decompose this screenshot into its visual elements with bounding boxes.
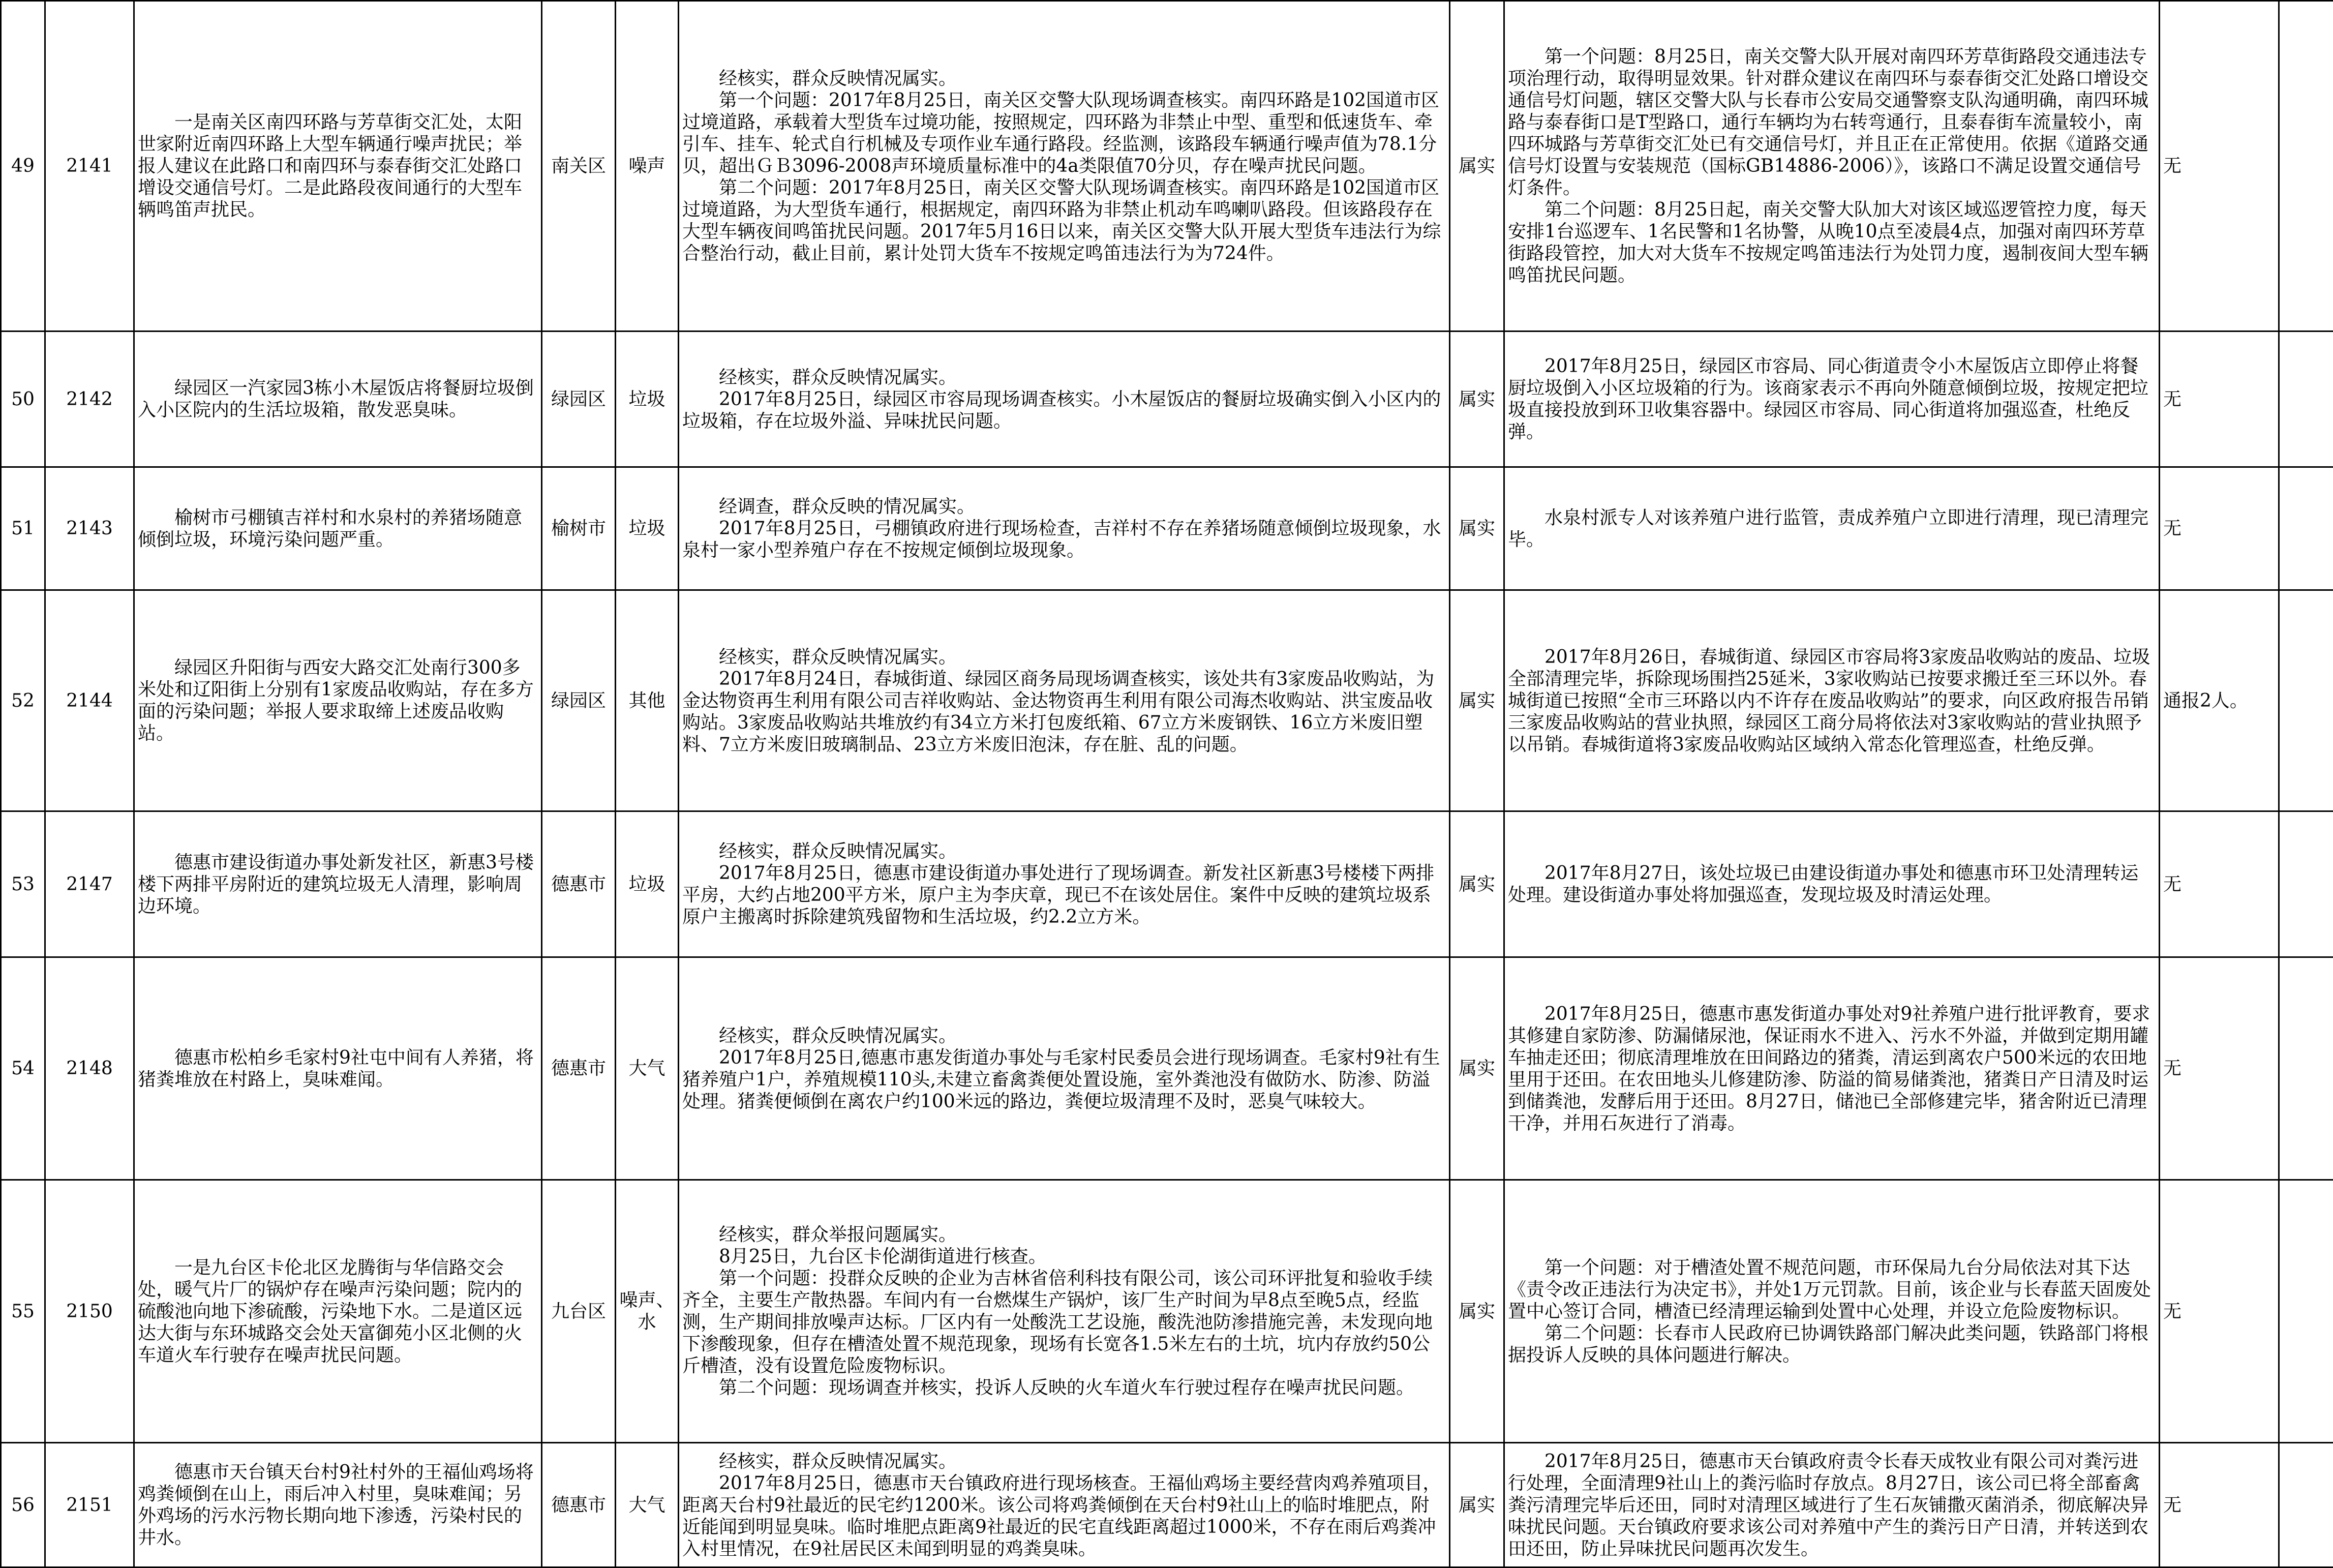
investigation-cell bbox=[679, 957, 1450, 1180]
investigation-cell bbox=[679, 467, 1450, 590]
investigation-cell-paragraph: 2017年8月25日，德惠市天台镇政府进行现场核查。王福仙鸡场主要经营肉鸡养殖项目，距离天台村9社最近的民宅约1200米。该公司将鸡粪倾倒在天台村9社山上的临时堆肥点，附近能闻到明显臭味。临时堆肥点距离9社最近的民宅直线距离超过1000米，不存在雨后鸡粪冲入村里情况，在9社居民区未闻到明显的鸡粪臭味。 bbox=[682, 1472, 1446, 1560]
row-index-cell: 52 bbox=[1, 590, 45, 811]
accountability-cell: 无 bbox=[2160, 1443, 2279, 1567]
table-row bbox=[1, 957, 2333, 1180]
complaint-content-cell-paragraph: 绿园区一汽家园3栋小木屋饭店将餐厨垃圾倒入小区院内的生活垃圾箱，散发恶臭味。 bbox=[138, 377, 538, 421]
verification-result-cell: 属实 bbox=[1450, 590, 1504, 811]
complaint-content-cell bbox=[134, 590, 542, 811]
district-cell: 榆树市 bbox=[542, 467, 616, 590]
case-number-cell: 2142 bbox=[45, 331, 134, 467]
pollution-type-cell: 噪声 bbox=[616, 1, 679, 331]
case-number-cell: 2144 bbox=[45, 590, 134, 811]
complaint-content-cell-paragraph: 一是南关区南四环路与芳草街交汇处，太阳世家附近南四环路上大型车辆通行噪声扰民；举报人建议在此路口和南四环与泰春街交汇处路口增设交通信号灯。二是此路段夜间通行的大型车辆鸣笛声扰民。 bbox=[138, 111, 538, 221]
pollution-type-cell: 其他 bbox=[616, 590, 679, 811]
remarks-cell bbox=[2279, 590, 2333, 811]
accountability-cell: 无 bbox=[2160, 811, 2279, 957]
remarks-cell bbox=[2279, 1, 2333, 331]
handling-cell-paragraph: 2017年8月27日，该处垃圾已由建设街道办事处和德惠市环卫处清理转运处理。建设街道办事处将加强巡查，发现垃圾及时清运处理。 bbox=[1508, 862, 2156, 906]
verification-result-cell: 属实 bbox=[1450, 1180, 1504, 1443]
remarks-cell bbox=[2279, 1180, 2333, 1443]
remarks-cell bbox=[2279, 957, 2333, 1180]
investigation-cell-paragraph: 第一个问题：2017年8月25日，南关区交警大队现场调查核实。南四环路是102国道市区过境道路，承载着大型货车过境功能，按照规定，四环路为非禁止中型、重型和低速货车、牵引车、挂车、轮式自行机械及专项作业车通行路段。经监测，该路段车辆通行噪声值为78.1分贝，超出ＧＢ3096-2008声环境质量标准中的4a类限值70分贝，存在噪声扰民问题。 bbox=[682, 89, 1446, 177]
handling-cell-paragraph: 第一个问题：对于槽渣处置不规范问题，市环保局九台分局依法对其下达《责令改正违法行为决定书》，并处1万元罚款。目前，该企业与长春蓝天固废处置中心签订合同，槽渣已经清理运输到处置中心处理，并设立危险废物标识。 bbox=[1508, 1257, 2156, 1322]
row-index-cell: 50 bbox=[1, 331, 45, 467]
investigation-cell-paragraph: 经核实，群众反映情况属实。 bbox=[682, 68, 1446, 89]
handling-cell bbox=[1504, 331, 2160, 467]
case-number-cell: 2141 bbox=[45, 1, 134, 331]
case-number-cell: 2151 bbox=[45, 1443, 134, 1567]
investigation-cell-paragraph: 2017年8月24日，春城街道、绿园区商务局现场调查核实，该处共有3家废品收购站，为金达物资再生利用有限公司吉祥收购站、金达物资再生利用有限公司海杰收购站、洪宝废品收购站。3家废品收购站共堆放约有34立方米打包废纸箱、67立方米废钢铁、16立方米废旧塑料、7立方米废旧玻璃制品、23立方米废旧泡沫，存在脏、乱的问题。 bbox=[682, 668, 1446, 756]
complaint-content-cell bbox=[134, 1180, 542, 1443]
verification-result-cell: 属实 bbox=[1450, 1, 1504, 331]
handling-cell-paragraph: 2017年8月25日，德惠市惠发街道办事处对9社养殖户进行批评教育，要求其修建自家防渗、防漏储尿池，保证雨水不进入、污水不外溢，并做到定期用罐车抽走还田；彻底清理堆放在田间路边的猪粪，清运到离农户500米远的农田地里用于还田。在农田地头儿修建防渗、防溢的简易储粪池，猪粪日产日清及时运到储粪池，发酵后用于还田。8月27日，储池已全部修建完毕，猪舍附近已清理干净，并用石灰进行了消毒。 bbox=[1508, 1003, 2156, 1134]
complaint-content-cell-paragraph: 德惠市建设街道办事处新发社区，新惠3号楼楼下两排平房附近的建筑垃圾无人清理，影响周边环境。 bbox=[138, 852, 538, 917]
investigation-cell-paragraph: 第二个问题：现场调查并核实，投诉人反映的火车道火车行驶过程存在噪声扰民问题。 bbox=[682, 1377, 1446, 1399]
handling-cell-paragraph: 第二个问题：8月25日起，南关交警大队加大对该区域巡逻管控力度，每天安排1台巡逻车、1名民警和1名协警，从晚10点至凌晨4点，加强对南四环芳草街路段管控，加大对大货车不按规定鸣笛违法行为处罚力度，遏制夜间大型车辆鸣笛扰民问题。 bbox=[1508, 199, 2156, 286]
investigation-cell bbox=[679, 331, 1450, 467]
remarks-cell bbox=[2279, 811, 2333, 957]
case-number-cell: 2143 bbox=[45, 467, 134, 590]
table-row bbox=[1, 467, 2333, 590]
accountability-cell: 通报2人。 bbox=[2160, 590, 2279, 811]
pollution-type-cell: 大气 bbox=[616, 1443, 679, 1567]
complaint-content-cell-paragraph: 德惠市松柏乡毛家村9社屯中间有人养猪，将猪粪堆放在村路上，臭味难闻。 bbox=[138, 1047, 538, 1091]
pollution-type-cell: 噪声、水 bbox=[616, 1180, 679, 1443]
handling-cell bbox=[1504, 1443, 2160, 1567]
accountability-cell: 无 bbox=[2160, 467, 2279, 590]
handling-cell bbox=[1504, 811, 2160, 957]
investigation-cell-paragraph: 2017年8月25日，绿园区市容局现场调查核实。小木屋饭店的餐厨垃圾确实倒入小区内的垃圾箱，存在垃圾外溢、异味扰民问题。 bbox=[682, 388, 1446, 432]
table-row bbox=[1, 811, 2333, 957]
investigation-cell-paragraph: 2017年8月25日,德惠市惠发街道办事处与毛家村民委员会进行现场调查。毛家村9社有生猪养殖户1户，养殖规模110头,未建立畜禽粪便处置设施，室外粪池没有做防水、防渗、防溢处理。猪粪便倾倒在离农户约100米远的路边，粪便垃圾清理不及时，恶臭气味较大。 bbox=[682, 1047, 1446, 1112]
handling-cell-paragraph: 2017年8月26日，春城街道、绿园区市容局将3家废品收购站的废品、垃圾全部清理完毕，拆除现场围挡25延米，3家收购站已按要求搬迁至三环以外。春城街道已按照“全市三环路以内不许存在废品收购站”的要求，向区政府报告吊销三家废品收购站的营业执照，绿园区工商分局将依法对3家收购站的营业执照予以吊销。春城街道将3家废品收购站区域纳入常态化管理巡查，杜绝反弹。 bbox=[1508, 646, 2156, 756]
pollution-type-cell: 垃圾 bbox=[616, 467, 679, 590]
complaint-content-cell bbox=[134, 1, 542, 331]
case-number-cell: 2147 bbox=[45, 811, 134, 957]
district-cell: 九台区 bbox=[542, 1180, 616, 1443]
complaint-content-cell bbox=[134, 1443, 542, 1567]
verification-result-cell: 属实 bbox=[1450, 467, 1504, 590]
verification-result-cell: 属实 bbox=[1450, 957, 1504, 1180]
investigation-cell-paragraph: 2017年8月25日，弓棚镇政府进行现场检查，吉祥村不存在养猪场随意倾倒垃圾现象，水泉村一家小型养殖户存在不按规定倾倒垃圾现象。 bbox=[682, 518, 1446, 561]
verification-result-cell: 属实 bbox=[1450, 811, 1504, 957]
table-row bbox=[1, 1443, 2333, 1567]
pollution-type-cell: 大气 bbox=[616, 957, 679, 1180]
complaint-content-cell-paragraph: 绿园区升阳街与西安大路交汇处南行300多米处和辽阳街上分别有1家废品收购站，存在多方面的污染问题；举报人要求取缔上述废品收购站。 bbox=[138, 657, 538, 744]
accountability-cell: 无 bbox=[2160, 957, 2279, 1180]
table-row bbox=[1, 331, 2333, 467]
investigation-cell-paragraph: 8月25日，九台区卡伦湖街道进行核查。 bbox=[682, 1246, 1446, 1268]
pollution-type-cell: 垃圾 bbox=[616, 811, 679, 957]
row-index-cell: 53 bbox=[1, 811, 45, 957]
verification-result-cell: 属实 bbox=[1450, 1443, 1504, 1567]
district-cell: 德惠市 bbox=[542, 957, 616, 1180]
investigation-cell-paragraph: 经核实，群众举报问题属实。 bbox=[682, 1224, 1446, 1246]
remarks-cell bbox=[2279, 1443, 2333, 1567]
handling-cell bbox=[1504, 1180, 2160, 1443]
handling-cell bbox=[1504, 957, 2160, 1180]
accountability-cell: 无 bbox=[2160, 1, 2279, 331]
handling-cell-paragraph: 2017年8月25日，德惠市天台镇政府责令长春天成牧业有限公司对粪污进行处理，全面清理9社山上的粪污临时存放点。8月27日，该公司已将全部畜禽粪污清理完毕后还田，同时对清理区域进行了生石灰铺撒灭菌消杀，彻底解决异味扰民问题。天台镇政府要求该公司对养殖中产生的粪污日产日清，并转送到农田还田，防止异味扰民问题再次发生。 bbox=[1508, 1451, 2156, 1560]
row-index-cell: 55 bbox=[1, 1180, 45, 1443]
complaint-content-cell-paragraph: 一是九台区卡伦北区龙腾街与华信路交会处，暖气片厂的锅炉存在噪声污染问题；院内的硫酸池向地下渗硫酸，污染地下水。二是道区远达大街与东环城路交会处天富御苑小区北侧的火车道火车行驶存在噪声扰民问题。 bbox=[138, 1257, 538, 1366]
investigation-cell-paragraph: 经核实，群众反映情况属实。 bbox=[682, 1451, 1446, 1472]
investigation-cell-paragraph: 经核实，群众反映情况属实。 bbox=[682, 1025, 1446, 1047]
district-cell: 德惠市 bbox=[542, 811, 616, 957]
row-index-cell: 51 bbox=[1, 467, 45, 590]
row-index-cell: 49 bbox=[1, 1, 45, 331]
district-cell: 绿园区 bbox=[542, 590, 616, 811]
accountability-cell: 无 bbox=[2160, 331, 2279, 467]
investigation-cell-paragraph: 第一个问题：投群众反映的企业为吉林省倍利科技有限公司，该公司环评批复和验收手续齐全，主要生产散热器。车间内有一台燃煤生产锅炉，该厂生产时间为早8点至晚5点，经监测，生产期间排放噪声达标。厂区内有一处酸洗工艺设施，酸洗池防渗措施完善，未发现向地下渗酸现象，但存在槽渣处置不规范现象，现场有长宽各1.5米左右的土坑，坑内存放约50公斤槽渣，没有设置危险废物标识。 bbox=[682, 1268, 1446, 1377]
handling-cell bbox=[1504, 467, 2160, 590]
investigation-cell bbox=[679, 1443, 1450, 1567]
handling-cell bbox=[1504, 590, 2160, 811]
case-number-cell: 2150 bbox=[45, 1180, 134, 1443]
table-row bbox=[1, 1180, 2333, 1443]
handling-cell-paragraph: 水泉村派专人对该养殖户进行监管，责成养殖户立即进行清理，现已清理完毕。 bbox=[1508, 507, 2156, 551]
complaint-content-cell bbox=[134, 811, 542, 957]
row-index-cell: 54 bbox=[1, 957, 45, 1180]
investigation-cell bbox=[679, 1, 1450, 331]
district-cell: 德惠市 bbox=[542, 1443, 616, 1567]
district-cell: 南关区 bbox=[542, 1, 616, 331]
handling-cell bbox=[1504, 1, 2160, 331]
table-row bbox=[1, 590, 2333, 811]
table-row bbox=[1, 1, 2333, 331]
investigation-cell bbox=[679, 1180, 1450, 1443]
remarks-cell bbox=[2279, 467, 2333, 590]
complaint-content-cell bbox=[134, 331, 542, 467]
investigation-cell bbox=[679, 590, 1450, 811]
pollution-type-cell: 垃圾 bbox=[616, 331, 679, 467]
handling-cell-paragraph: 第一个问题：8月25日，南关交警大队开展对南四环芳草街路段交通违法专项治理行动，取得明显效果。针对群众建议在南四环与泰春街交汇处路口增设交通信号灯问题，辖区交警大队与长春市公安局交通警察支队沟通明确，南四环城路与泰春街口是T型路口，通行车辆均为右转弯通行，且泰春街车流量较小，南四环城路与芳草街交汇处已有交通信号灯，并且正在正常使用。依据《道路交通信号灯设置与安装规范（国标GB14886-2006）》，该路口不满足设置交通信号灯条件。 bbox=[1508, 46, 2156, 199]
investigation-cell bbox=[679, 811, 1450, 957]
handling-cell-paragraph: 2017年8月25日，绿园区市容局、同心街道责令小木屋饭店立即停止将餐厨垃圾倒入小区垃圾箱的行为。该商家表示不再向外随意倾倒垃圾，按规定把垃圾直接投放到环卫收集容器中。绿园区市容局、同心街道将加强巡查，杜绝反弹。 bbox=[1508, 355, 2156, 443]
investigation-cell-paragraph: 第二个问题：2017年8月25日，南关区交警大队现场调查核实。南四环路是102国道市区过境道路，为大型货车通行，根据规定，南四环路为非禁止机动车鸣喇叭路段。但该路段存在大型车辆夜间鸣笛扰民问题。2017年5月16日以来，南关区交警大队开展大型货车违法行为综合整治行动，截止目前，累计处罚大货车不按规定鸣笛违法行为为724件。 bbox=[682, 177, 1446, 264]
complaint-content-cell-paragraph: 榆树市弓棚镇吉祥村和水泉村的养猪场随意倾倒垃圾，环境污染问题严重。 bbox=[138, 507, 538, 551]
investigation-cell-paragraph: 经核实，群众反映情况属实。 bbox=[682, 367, 1446, 388]
complaint-content-cell bbox=[134, 957, 542, 1180]
investigation-cell-paragraph: 经调查，群众反映的情况属实。 bbox=[682, 496, 1446, 518]
investigation-cell-paragraph: 2017年8月25日，德惠市建设街道办事处进行了现场调查。新发社区新惠3号楼楼下两排平房，大约占地200平方米，原户主为李庆章，现已不在该处居住。案件中反映的建筑垃圾系原户主搬离时拆除建筑残留物和生活垃圾，约2.2立方米。 bbox=[682, 862, 1446, 928]
case-number-cell: 2148 bbox=[45, 957, 134, 1180]
investigation-cell-paragraph: 经核实，群众反映情况属实。 bbox=[682, 646, 1446, 668]
district-cell: 绿园区 bbox=[542, 331, 616, 467]
remarks-cell bbox=[2279, 331, 2333, 467]
table-body bbox=[1, 1, 2333, 1567]
investigation-cell-paragraph: 经核实，群众反映情况属实。 bbox=[682, 840, 1446, 862]
complaint-content-cell bbox=[134, 467, 542, 590]
complaint-content-cell-paragraph: 德惠市天台镇天台村9社村外的王福仙鸡场将鸡粪倾倒在山上，雨后冲入村里，臭味难闻；另外鸡场的污水污物长期向地下渗透，污染村民的井水。 bbox=[138, 1461, 538, 1549]
verification-result-cell: 属实 bbox=[1450, 331, 1504, 467]
handling-cell-paragraph: 第二个问题：长春市人民政府已协调铁路部门解决此类问题，铁路部门将根据投诉人反映的具体问题进行解决。 bbox=[1508, 1322, 2156, 1366]
accountability-cell: 无 bbox=[2160, 1180, 2279, 1443]
row-index-cell: 56 bbox=[1, 1443, 45, 1567]
